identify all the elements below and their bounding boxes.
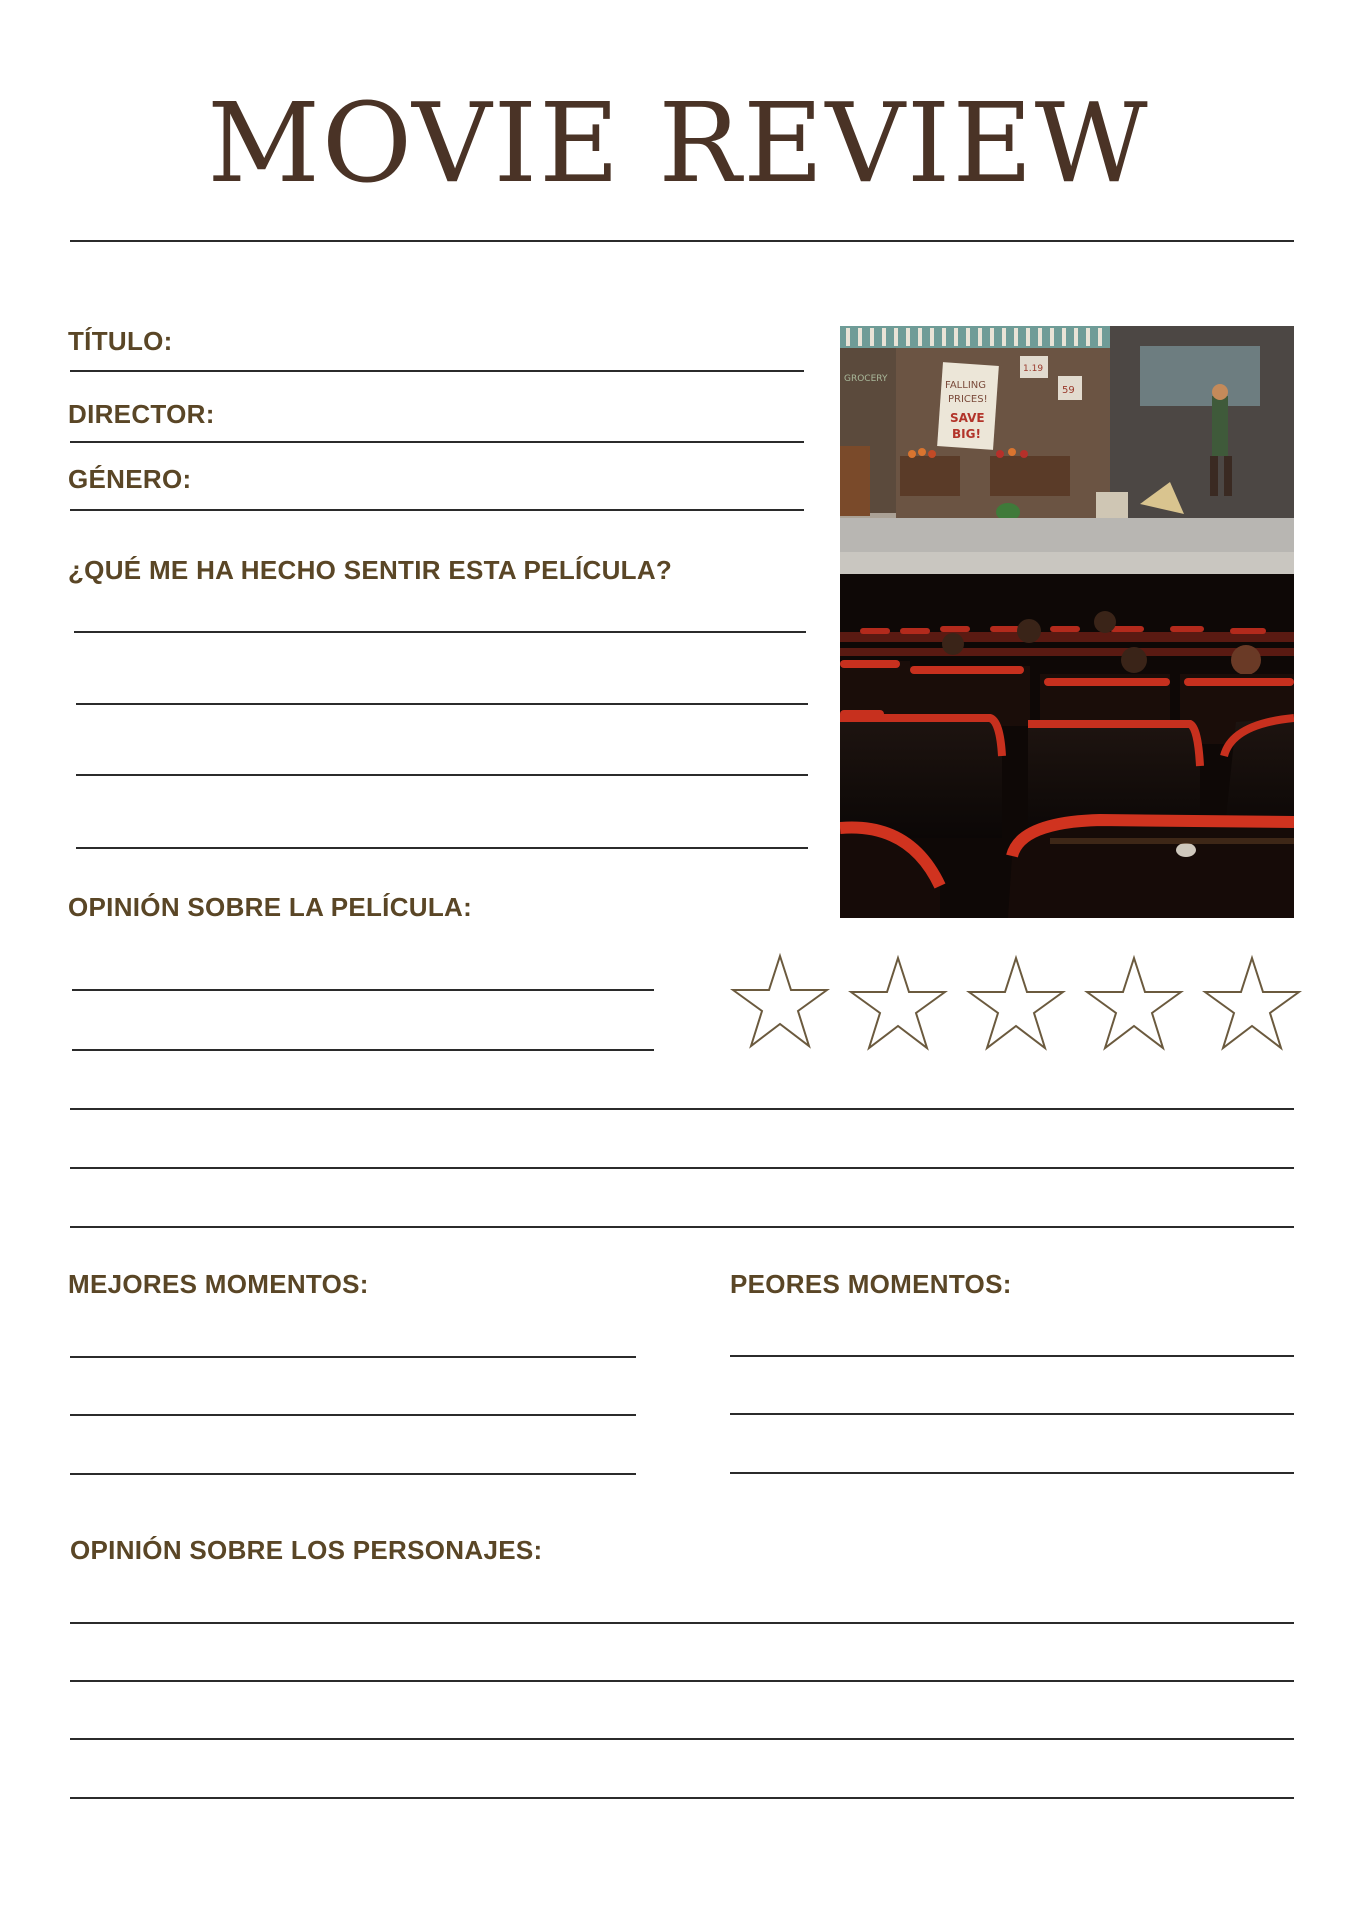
best-moments-line[interactable]	[70, 1356, 636, 1358]
star-icon[interactable]	[730, 952, 830, 1050]
titulo-label: TÍTULO:	[68, 326, 173, 356]
feeling-line[interactable]	[76, 703, 808, 705]
worst-moments-line[interactable]	[730, 1413, 1294, 1415]
star-icon[interactable]	[848, 954, 948, 1052]
opinion-line[interactable]	[70, 1226, 1294, 1228]
best-moments-label: MEJORES MOMENTOS:	[68, 1269, 369, 1299]
best-moments-line[interactable]	[70, 1473, 636, 1475]
genero-label: GÉNERO:	[68, 464, 192, 494]
characters-line[interactable]	[70, 1797, 1294, 1799]
opinion-line[interactable]	[70, 1108, 1294, 1110]
store-text: GROCERY	[844, 374, 888, 384]
star-rating[interactable]	[730, 952, 1300, 1056]
director-label: DIRECTOR:	[68, 399, 215, 429]
worst-moments-line[interactable]	[730, 1472, 1294, 1474]
titulo-line[interactable]	[70, 370, 804, 372]
opinion-line[interactable]	[70, 1167, 1294, 1169]
page-title: MOVIE REVIEW	[207, 79, 1150, 207]
star-icon[interactable]	[1084, 954, 1184, 1052]
sign-text: SAVE	[950, 411, 985, 425]
opinion-label: OPINIÓN SOBRE LA PELÍCULA:	[68, 892, 473, 922]
characters-line[interactable]	[70, 1622, 1294, 1624]
sign-text: PRICES!	[948, 394, 988, 405]
price-text: 59	[1062, 385, 1075, 396]
opinion-line[interactable]	[72, 1049, 654, 1051]
price-text: 1.19	[1023, 364, 1044, 374]
cinema-photo	[840, 326, 1294, 918]
worst-moments-label: PEORES MOMENTOS:	[730, 1269, 1012, 1299]
feeling-line[interactable]	[74, 631, 806, 633]
star-icon[interactable]	[1202, 954, 1302, 1052]
characters-line[interactable]	[70, 1680, 1294, 1682]
best-moments-line[interactable]	[70, 1414, 636, 1416]
feeling-label: ¿QUÉ ME HA HECHO SENTIR ESTA PELÍCULA?	[68, 555, 673, 585]
sign-text: BIG!	[952, 427, 981, 441]
opinion-line[interactable]	[72, 989, 654, 991]
star-icon[interactable]	[966, 954, 1066, 1052]
characters-label: OPINIÓN SOBRE LOS PERSONAJES:	[70, 1535, 543, 1565]
characters-line[interactable]	[70, 1738, 1294, 1740]
genero-line[interactable]	[70, 509, 804, 511]
director-line[interactable]	[70, 441, 804, 443]
sign-text: FALLING	[945, 380, 986, 391]
title-divider	[70, 240, 1294, 242]
feeling-line[interactable]	[76, 847, 808, 849]
worst-moments-line[interactable]	[730, 1355, 1294, 1357]
feeling-line[interactable]	[76, 774, 808, 776]
